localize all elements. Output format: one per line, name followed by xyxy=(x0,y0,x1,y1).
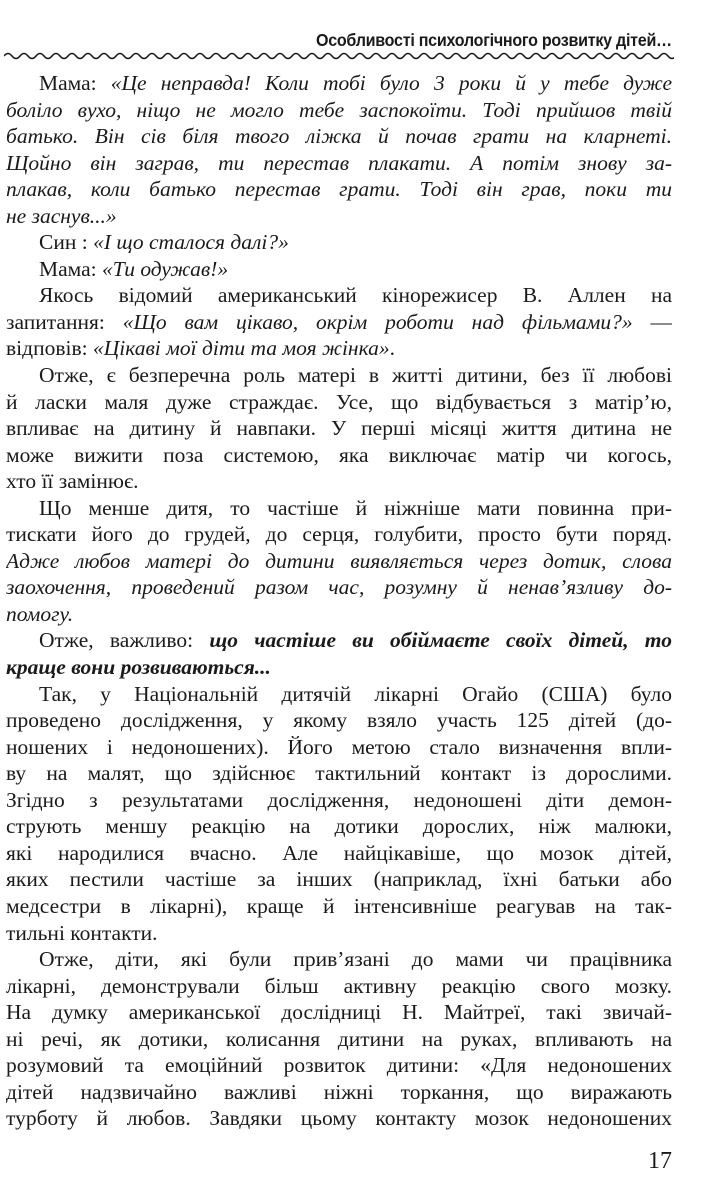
text-run: проведено дослідження, у якому взяло участь 125 дітей (до- xyxy=(6,708,672,733)
text-run: яких пестили частіше за інших (наприклад, їхні батьки або xyxy=(6,867,672,892)
page-number: 17 xyxy=(648,1148,672,1174)
text-line xyxy=(6,654,672,681)
text-run: Отже, діти, які були прив’язані до мами чи працівника xyxy=(39,947,672,972)
text-run: хто її замінює. xyxy=(6,469,139,494)
text-line xyxy=(6,627,672,654)
text-run: турботу й любов. Завдяки цьому контакту мозок недоношених xyxy=(6,1106,672,1131)
italic-text: заохочення, проведений разом час, розумну й ненав’язливу до- xyxy=(6,575,672,600)
text-line xyxy=(6,176,672,203)
text-run: Згідно з результатами дослідження, недоношені діти демон- xyxy=(6,787,672,812)
text-line xyxy=(6,495,672,522)
text-run: які народилися вчасно. Але найцікавіше, що мозок дітей, xyxy=(6,840,672,865)
italic-text: не заснув...» xyxy=(6,203,117,228)
text-line xyxy=(6,1105,672,1132)
text-run: й ласки маля дуже страждає. Усе, що відбувається з матір’ю, xyxy=(6,389,672,414)
text-line xyxy=(6,70,672,97)
text-line xyxy=(6,840,672,867)
italic-text: Щойно він заграв, ти перестав плакати. А потім знову за- xyxy=(6,150,672,175)
text-line xyxy=(6,920,672,947)
text-run: медсестри в лікарні), краще й інтенсивніше реагував на так- xyxy=(6,893,672,918)
text-run: запитання: xyxy=(6,309,123,334)
emphasis-text: краще вони розвиваються... xyxy=(6,655,271,680)
text-line xyxy=(6,229,672,256)
text-line xyxy=(6,442,672,469)
text-line xyxy=(6,97,672,124)
text-line xyxy=(6,734,672,761)
text-line xyxy=(6,760,672,787)
text-line xyxy=(6,203,672,230)
text-line xyxy=(6,681,672,708)
text-line xyxy=(6,813,672,840)
italic-text: плакав, коли батько перестав грати. Тоді він грав, поки ти xyxy=(6,177,672,202)
italic-text: боліло вухо, ніщо не могло тебе заспокоїти. Тоді прийшов твій xyxy=(6,97,672,122)
text-line xyxy=(6,601,672,628)
text-run: Якось відомий американський кінорежисер В. Аллен на xyxy=(39,283,672,308)
italic-text: «Що вам цікаво, окрім роботи над фільмами?» xyxy=(122,309,633,334)
text-line xyxy=(6,362,672,389)
text-run: тискати його до грудей, до серця, голубити, просто бути поряд. xyxy=(6,522,672,547)
text-run: лікарні, демонстрували більш активну реакцію свого мозку. xyxy=(6,973,672,998)
text-run: може вижити поза системою, яка виключає матір чи когось, xyxy=(6,442,672,467)
text-line xyxy=(6,389,672,416)
text-run: ні речі, як дотики, колисання дитини на руках, впливають на xyxy=(6,1026,672,1051)
text-line xyxy=(6,309,672,336)
text-run: Мама: xyxy=(39,256,103,281)
italic-text: батько. Він сів біля твого ліжка й почав грати на кларнеті. xyxy=(6,124,672,149)
text-line xyxy=(6,415,672,442)
text-line xyxy=(6,999,672,1026)
text-run: На думку американської дослідниці Н. Майтреї, такі звичай- xyxy=(6,1000,672,1025)
text-run: дітей надзвичайно важливі ніжні торкання, що виражають xyxy=(6,1079,672,1104)
text-run: ношених і недоношених). Його метою стало визначення впли- xyxy=(6,734,672,759)
text-line xyxy=(6,282,672,309)
text-line xyxy=(6,468,672,495)
text-run: Так, у Національній дитячій лікарні Огайо (США) було xyxy=(39,681,672,706)
text-run: Отже, важливо: xyxy=(39,628,210,653)
text-run: впливає на дитину й навпаки. У перші місяці життя дитина не xyxy=(6,416,672,441)
text-line xyxy=(6,1052,672,1079)
wavy-divider xyxy=(4,50,674,62)
text-line xyxy=(6,123,672,150)
italic-text: «Це неправда! Коли тобі було 3 роки й у тебе дуже xyxy=(110,71,672,95)
text-line xyxy=(6,574,672,601)
text-line xyxy=(6,787,672,814)
text-line xyxy=(6,1026,672,1053)
body-text xyxy=(6,70,672,1132)
text-line xyxy=(6,150,672,177)
text-run: Син : xyxy=(39,230,94,255)
text-run: ву на малят, що здійснює тактильний контакт із дорослими. xyxy=(6,761,672,786)
running-header: Особливості психологічного розвитку дітей… xyxy=(316,30,672,50)
text-line xyxy=(6,1079,672,1106)
text-run: Мама: xyxy=(39,71,111,95)
text-run: тильні контакти. xyxy=(6,920,158,945)
text-run: Отже, є безперечна роль матері в житті дитини, без її любові xyxy=(39,363,672,388)
italic-text: «Цікаві мої діти та моя жінка» xyxy=(92,336,390,361)
text-line xyxy=(6,256,672,283)
text-line xyxy=(6,521,672,548)
emphasis-text: що частіше ви обіймаєте своїх дітей, то xyxy=(209,628,672,653)
text-line xyxy=(6,973,672,1000)
text-line xyxy=(6,335,672,362)
text-line xyxy=(6,707,672,734)
italic-text: «І що сталося далі?» xyxy=(93,230,289,255)
text-run: — xyxy=(632,309,672,334)
italic-text: Адже любов матері до дитини виявляється через дотик, слова xyxy=(6,548,672,573)
text-run: . xyxy=(389,336,395,361)
text-line xyxy=(6,946,672,973)
text-run: розумовий та емоційний розвиток дитини: «Для недоношених xyxy=(6,1053,672,1078)
italic-text: помогу. xyxy=(6,601,74,626)
text-line xyxy=(6,893,672,920)
text-run: Що менше дитя, то частіше й ніжніше мати повинна при- xyxy=(39,495,672,520)
text-run: відповів: xyxy=(6,336,93,361)
text-line xyxy=(6,548,672,575)
text-run: струють меншу реакцію на дотики дорослих, ніж малюки, xyxy=(6,814,672,839)
text-line xyxy=(6,866,672,893)
italic-text: «Ти одужав!» xyxy=(102,256,229,281)
